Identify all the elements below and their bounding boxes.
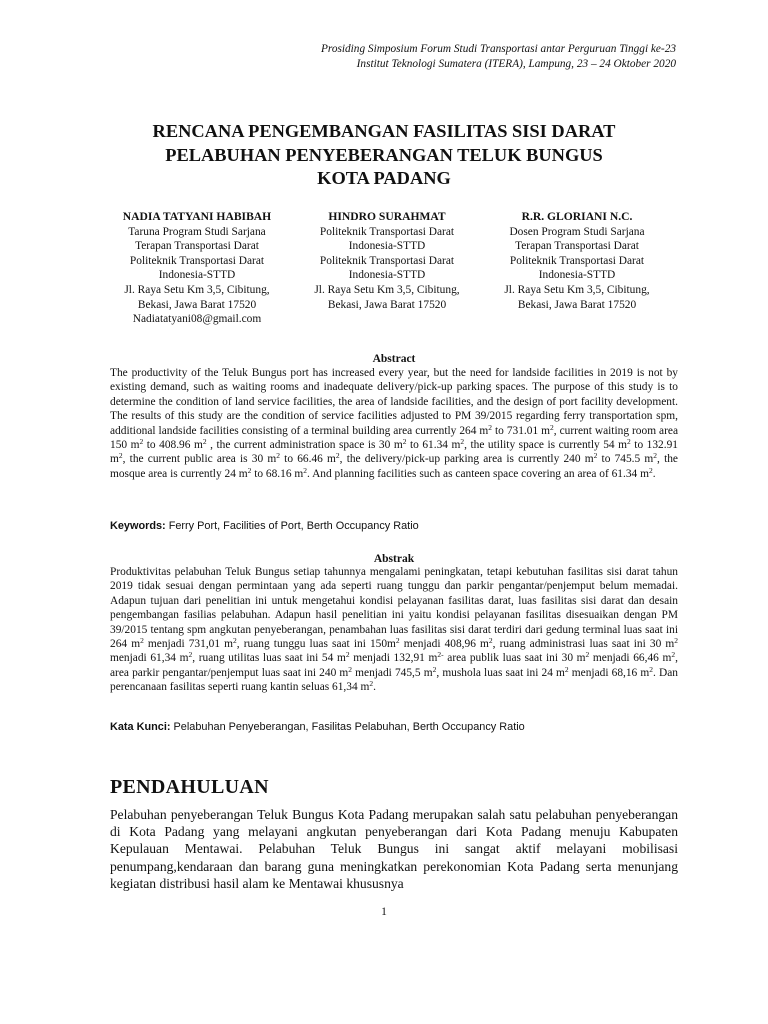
author-3 — [484, 210, 670, 327]
author-name: R.R. GLORIANI N.C. — [521, 210, 633, 223]
header-line-2: Institut Teknologi Sumatera (ITERA), Lampung, 23 – 24 Oktober 2020 — [356, 58, 676, 70]
paper-title — [110, 120, 658, 191]
author-affiliation-line: Bekasi, Jawa Barat 17520 — [137, 298, 257, 311]
author-affiliation-line: Jl. Raya Setu Km 3,5, Cibitung, — [314, 283, 460, 296]
author-affiliation-line: Terapan Transportasi Darat — [135, 240, 259, 253]
author-2 — [294, 210, 480, 327]
author-affiliation-line: Politeknik Transportasi Darat — [319, 254, 455, 267]
intro-paragraph: Pelabuhan penyeberangan Teluk Bungus Kota Padang merupakan salah satu pelabuhan penyeberangan di Kota Padang yang melayani angkutan penyeberangan dari Kota Padang menuju Kabupaten Kepulauan Mentawai. Pelabuhan Teluk Bungus ini sangat aktif melayani mobilisasi penumpang,kendaraan dan barang guna meningkatkan perekonomian Kota Padang serta menunjang kegiatan distribusi hasil alam ke Mentawai khususnya — [110, 807, 678, 891]
author-affiliation-line: Indonesia-STTD — [158, 269, 236, 282]
author-affiliation-line: Terapan Transportasi Darat — [515, 240, 639, 253]
author-email: Nadiatatyani08@gmail.com — [132, 313, 262, 326]
title-line-2: PELABUHAN PENYEBERANGAN TELUK BUNGUS — [165, 144, 603, 165]
author-name: HINDRO SURAHMAT — [328, 210, 446, 223]
author-affiliation-line: Politeknik Transportasi Darat — [509, 254, 645, 267]
running-header — [116, 42, 676, 72]
author-affiliation-line: Bekasi, Jawa Barat 17520 — [517, 298, 637, 311]
abstrak-body: Produktivitas pelabuhan Teluk Bungus setiap tahunnya mengalami peningkatan, tetapi kebutuhan fasilitas sisi darat tahun 2019 tidak sesuai dengan permintaan yang ada seperti ruang tunggu dan parkir pengantar/penjemput belum memadai. Adapun tujuan dari penelitian ini untuk mengetahui kondisi pelayanan fasilitas darat, luas fasilitas sisi darat dan desain pengembangan fasilias pelabuhan. Adapun hasil penelitian ini yaitu kondisi pelayanan fasilitas disesuaikan dengan PM 39/2015 tentang spm angkutan penyeberangan, penambahan luas fasilitas sisi darat terdiri dari gedung terminal luas saat ini 264 $m^2$ menjadi 731,01 $m^2$, ruang tunggu luas saat ini $150m^2$ menjadi 408,96 $m^2$, ruang administrasi luas saat ini 30 $m^2$ menjadi 61,34 $m^2$, ruang utilitas luas saat ini 54 $m^2$ menjadi 132,91 $m^{2-}$ area publik luas saat ini 30 $m^2$ menjadi 66,46 $m^2$, area parkir pengantar/penjemput luas saat ini 240 $m^2$ menjadi 745,5 $m^2$, mushola luas saat ini 24 $m^2$ menjadi 68,16 $m^2$. Dan perencanaan fasilitas seperti ruang kantin seluas 61,34 $m^2$. — [110, 566, 678, 694]
abstract-body: The productivity of the Teluk Bungus port has increased every year, but the need for landside facilities in 2019 is not by existing demand, such as waiting rooms and inadequate delivery/pick-up parking spaces. The purpose of this study is to determine the condition of land service facilities, the area of landside facilities, and the design of port facility development. The results of this study are the condition of service facilities adjusted to PM 39/2015 regarding ferry transportation spm, additional landside facilities consisting of a terminal building area currently 264 $m^2$ to 731.01 $m^2$, current waiting room area 150 $m^2$ to 408.96 $m^2$ , the current administration space is 30 $m^2$ to 61.34 $m^2$, the utility space is currently 54 $m^2$ to 132.91 $m^2$, the current public area is 30 $m^2$ to 66.46 $m^2$, the delivery/pick-up parking area is currently 240 $m^2$ to 745.5 $m^2$, the mosque area is currently 24 $m^2$ to 68.16 $m^2$. And planning facilities such as canteen space covering an area of 61.34 $m^2$. — [110, 367, 678, 480]
kata-kunci: Kata Kunci: Pelabuhan Penyeberangan, Fasilitas Pelabuhan, Berth Occupancy Ratio — [110, 721, 525, 733]
title-line-3: KOTA PADANG — [317, 168, 451, 188]
page-number: 1 — [381, 906, 387, 918]
author-affiliation-line: Bekasi, Jawa Barat 17520 — [327, 298, 447, 311]
author-affiliation-line: Indonesia-STTD — [348, 269, 426, 282]
abstract-heading: Abstract — [372, 353, 416, 365]
author-affiliation-line: Jl. Raya Setu Km 3,5, Cibitung, — [504, 283, 650, 296]
author-affiliation-line: Indonesia-STTD — [538, 269, 616, 282]
author-affiliation-line: Politeknik Transportasi Darat — [129, 254, 265, 267]
author-1 — [104, 210, 290, 327]
header-line-1: Prosiding Simposium Forum Studi Transportasi antar Perguruan Tinggi ke-23 — [320, 43, 676, 55]
author-affiliation-line: Jl. Raya Setu Km 3,5, Cibitung, — [124, 283, 270, 296]
author-name: NADIA TATYANI HABIBAH — [122, 210, 272, 223]
title-line-1: RENCANA PENGEMBANGAN FASILITAS SISI DARAT — [152, 121, 616, 141]
section-heading: PENDAHULUAN — [110, 776, 269, 798]
author-affiliation-line: Politeknik Transportasi Darat — [319, 225, 455, 238]
author-affiliation-line: Indonesia-STTD — [348, 240, 426, 253]
author-affiliation-line: Dosen Program Studi Sarjana — [509, 225, 645, 238]
abstrak-heading: Abstrak — [373, 553, 415, 565]
author-affiliation-line: Taruna Program Studi Sarjana — [128, 225, 266, 238]
author-block — [104, 210, 670, 327]
keywords: Keywords: Ferry Port, Facilities of Port, Berth Occupancy Ratio — [110, 520, 419, 532]
